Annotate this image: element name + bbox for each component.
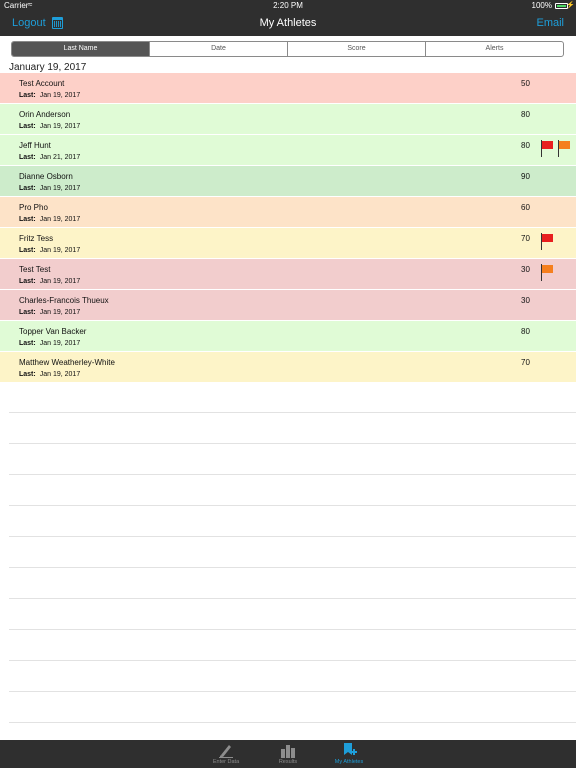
alert-flag-icon xyxy=(540,264,554,281)
empty-row-divider xyxy=(9,660,576,661)
last-date-value: Jan 19, 2017 xyxy=(39,340,81,347)
sort-segmented-control xyxy=(11,41,564,57)
last-label: Last: xyxy=(19,185,36,192)
empty-row-divider xyxy=(9,412,576,413)
athlete-score: 80 xyxy=(521,110,530,119)
athlete-last-date xyxy=(19,123,80,130)
clock: 2:20 PM xyxy=(273,1,303,10)
athlete-name: Pro Pho xyxy=(19,203,48,212)
bar-chart-icon xyxy=(280,743,296,758)
last-date-value: Jan 19, 2017 xyxy=(39,123,81,130)
empty-row-divider xyxy=(9,536,576,537)
last-date-value: Jan 19, 2017 xyxy=(39,309,81,316)
carrier-label: Carrier xyxy=(4,1,29,10)
last-date-value: Jan 19, 2017 xyxy=(39,371,81,378)
section-date-header: January 19, 2017 xyxy=(9,62,87,73)
athlete-row[interactable] xyxy=(0,352,576,383)
navigation-bar xyxy=(0,12,576,36)
athlete-last-date xyxy=(19,278,80,285)
last-date-value: Jan 19, 2017 xyxy=(39,185,81,192)
empty-row-divider xyxy=(9,505,576,506)
athlete-row[interactable] xyxy=(0,290,576,321)
athlete-name: Matthew Weatherley-White xyxy=(19,358,115,367)
alert-flag-icon xyxy=(540,233,554,250)
athlete-last-date xyxy=(19,309,80,316)
last-date-value: Jan 19, 2017 xyxy=(39,278,81,285)
athlete-name: Test Account xyxy=(19,79,65,88)
athlete-last-date xyxy=(19,247,80,254)
athlete-name: Jeff Hunt xyxy=(19,141,51,150)
athlete-name: Topper Van Backer xyxy=(19,327,87,336)
empty-list-area xyxy=(9,382,576,739)
athlete-name: Test Test xyxy=(19,265,51,274)
last-label: Last: xyxy=(19,123,36,130)
segment-date[interactable]: Date xyxy=(150,42,288,56)
last-label: Last: xyxy=(19,247,36,254)
empty-row-divider xyxy=(9,567,576,568)
alert-flag-icon xyxy=(557,140,571,157)
athlete-add-icon xyxy=(341,743,357,758)
athlete-score: 80 xyxy=(521,327,530,336)
last-label: Last: xyxy=(19,216,36,223)
tab-my-athletes[interactable] xyxy=(319,740,379,768)
pencil-icon xyxy=(218,743,234,758)
athlete-score: 60 xyxy=(521,203,530,212)
page-title: My Athletes xyxy=(259,17,317,29)
athlete-name: Dianne Osborn xyxy=(19,172,73,181)
segment-last-name[interactable]: Last Name xyxy=(12,42,150,56)
athlete-last-date xyxy=(19,216,80,223)
last-date-value: Jan 21, 2017 xyxy=(39,154,81,161)
last-label: Last: xyxy=(19,371,36,378)
athlete-list xyxy=(0,73,576,383)
tab-enter-data-label: Enter Data xyxy=(212,759,240,765)
alert-flag-icon xyxy=(540,140,554,157)
athlete-last-date xyxy=(19,92,80,99)
tab-results-label: Results xyxy=(278,759,298,765)
empty-row-divider xyxy=(9,691,576,692)
athlete-last-date xyxy=(19,154,80,161)
status-bar xyxy=(0,0,576,12)
segment-alerts[interactable]: Alerts xyxy=(485,45,504,52)
tab-results[interactable] xyxy=(258,740,318,768)
tab-enter-data[interactable] xyxy=(196,740,256,768)
last-date-value: Jan 19, 2017 xyxy=(39,247,81,254)
athlete-row[interactable] xyxy=(0,197,576,228)
athlete-last-date xyxy=(19,371,80,378)
athlete-name: Orin Anderson xyxy=(19,110,71,119)
empty-row-divider xyxy=(9,443,576,444)
segment-score[interactable]: Score xyxy=(288,42,426,56)
empty-row-divider xyxy=(9,629,576,630)
wifi-icon: ≈ xyxy=(28,0,33,9)
athlete-row[interactable] xyxy=(0,135,576,166)
last-label: Last: xyxy=(19,278,36,285)
charging-icon: ⚡ xyxy=(566,2,575,9)
athlete-score: 80 xyxy=(521,141,530,150)
last-label: Last: xyxy=(19,309,36,316)
athlete-score: 70 xyxy=(521,234,530,243)
athlete-row[interactable] xyxy=(0,321,576,352)
tab-my-athletes-label: My Athletes xyxy=(334,759,364,765)
empty-row-divider xyxy=(9,598,576,599)
athlete-score: 30 xyxy=(521,296,530,305)
athlete-last-date xyxy=(19,185,80,192)
athlete-score: 50 xyxy=(521,79,530,88)
athlete-row[interactable] xyxy=(0,166,576,197)
athlete-score: 30 xyxy=(521,265,530,274)
email-button[interactable]: Email xyxy=(536,17,564,29)
last-label: Last: xyxy=(19,92,36,99)
battery-percentage: 100% xyxy=(531,1,552,10)
athlete-row[interactable] xyxy=(0,228,576,259)
athlete-score: 70 xyxy=(521,358,530,367)
athlete-row[interactable] xyxy=(0,104,576,135)
athlete-row[interactable] xyxy=(0,73,576,104)
logout-button[interactable]: Logout xyxy=(12,17,46,29)
empty-row-divider xyxy=(9,474,576,475)
athlete-score: 90 xyxy=(521,172,530,181)
last-date-value: Jan 19, 2017 xyxy=(39,216,81,223)
last-label: Last: xyxy=(19,154,36,161)
athlete-name: Fritz Tess xyxy=(19,234,54,243)
empty-row-divider xyxy=(9,722,576,723)
athlete-last-date xyxy=(19,340,80,347)
last-label: Last: xyxy=(19,340,36,347)
tab-bar xyxy=(0,740,576,768)
athlete-name: Charles-Francois Thueux xyxy=(19,296,109,305)
last-date-value: Jan 19, 2017 xyxy=(39,92,81,99)
athlete-row[interactable] xyxy=(0,259,576,290)
